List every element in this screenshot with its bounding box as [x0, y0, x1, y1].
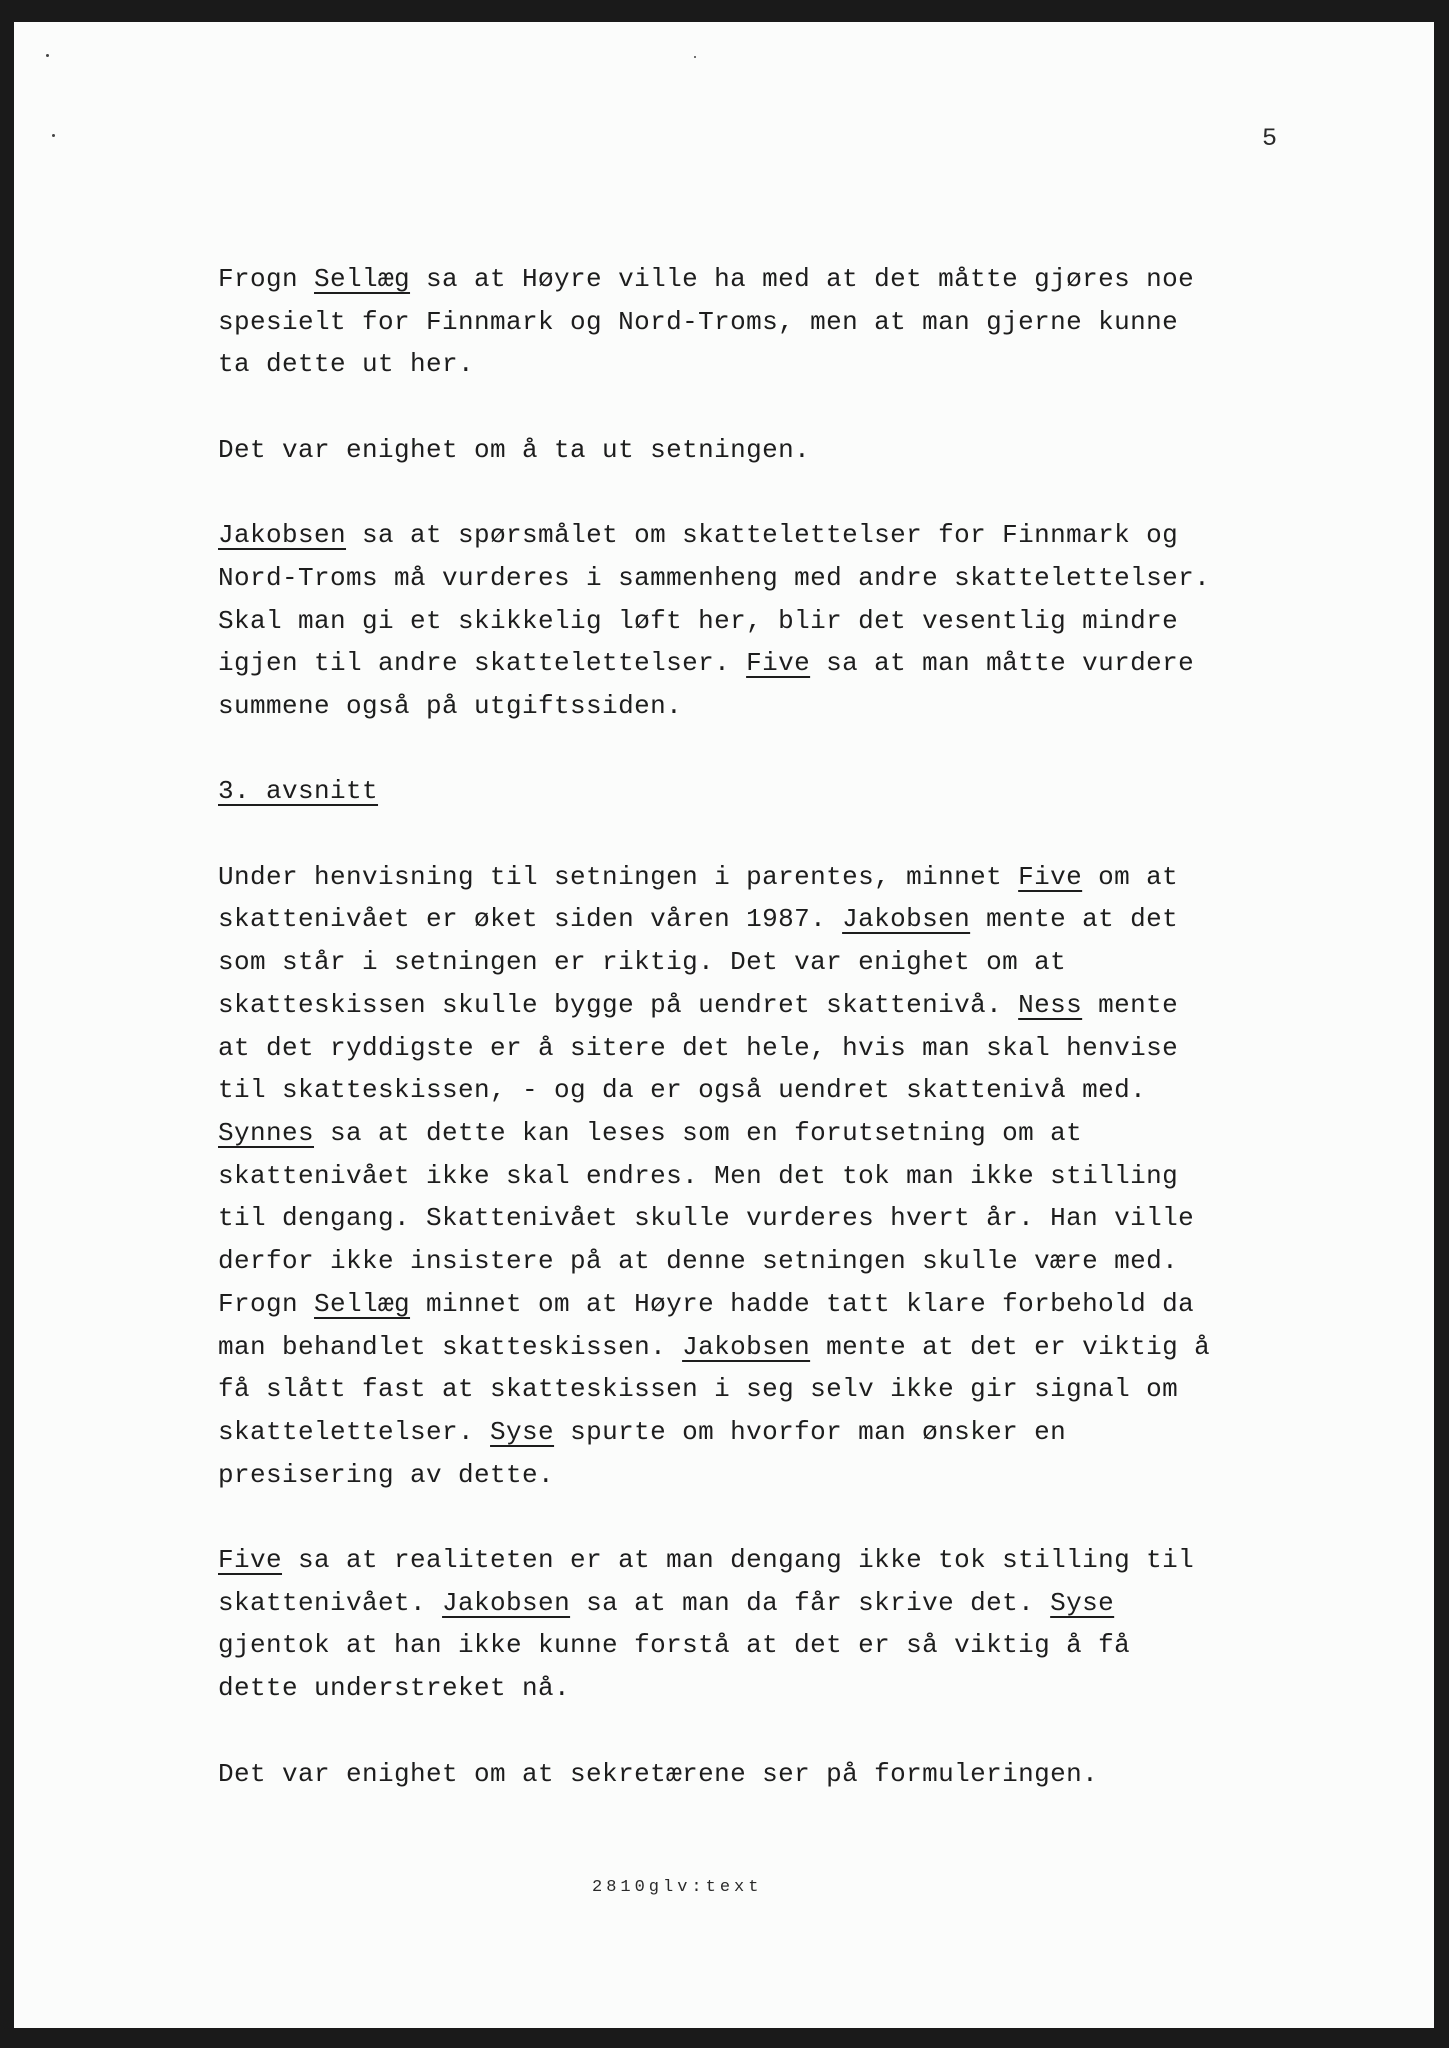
speaker-name: Five — [1018, 861, 1083, 892]
text-line — [218, 1326, 1308, 1369]
text-line: summene også på utgiftssiden. — [218, 691, 683, 721]
speaker-name: Five — [218, 1545, 283, 1576]
scan-speck — [694, 56, 696, 58]
text-run: skattelettelser. — [218, 1416, 491, 1447]
text-run: sa at man måtte vurdere — [810, 648, 1195, 679]
text-line — [218, 1582, 1308, 1625]
text-line: til dengang. Skattenivået skulle vurderes hvert år. Han ville — [218, 1203, 1195, 1234]
text-line: til skatteskissen, - og da er også uendret skattenivå med. — [218, 1075, 1147, 1106]
text-line: ta dette ut her. — [218, 349, 475, 380]
text-line — [218, 1539, 1308, 1582]
text-line — [218, 514, 1308, 557]
text-line — [218, 856, 1308, 899]
text-run: Under henvisning til setningen i parentes, minnet — [218, 861, 1019, 892]
text-line: spesielt for Finnmark og Nord-Troms, men at man gjerne kunne — [218, 306, 1179, 337]
text-line: at det ryddigste er å sitere det hele, hvis man skal henvise — [218, 1032, 1179, 1063]
text-run: sa at dette kan leses som en forutsetning om at — [314, 1118, 1083, 1148]
text-line: gjentok at han ikke kunne forstå at det er så viktig å få — [218, 1630, 1131, 1661]
paragraph — [218, 1539, 1308, 1710]
page-number: 5 — [1262, 124, 1278, 153]
text-run: skattenivået er øket siden våren 1987. — [218, 904, 843, 935]
scan-speck — [46, 54, 49, 57]
section-heading — [218, 770, 1308, 813]
text-line: som står i setningen er riktig. Det var enighet om at — [218, 947, 1067, 978]
text-run: Frogn — [218, 1288, 315, 1319]
paragraph — [218, 514, 1308, 728]
text-run: om at — [1082, 861, 1179, 892]
text-run: man behandlet skatteskissen. — [218, 1331, 683, 1362]
text-line: derfor ikke insistere på at denne setningen skulle være med. — [218, 1246, 1179, 1277]
text-run: skatteskissen skulle bygge på uendret skattenivå. — [218, 989, 1019, 1020]
speaker-name: Jakobsen — [442, 1587, 571, 1618]
text-line — [218, 642, 1308, 685]
text-line — [218, 258, 1308, 301]
paragraph — [218, 1753, 1308, 1796]
text-line: presisering av dette. — [218, 1459, 555, 1490]
section-heading-block — [218, 770, 1308, 813]
text-line: Det var enighet om å ta ut setningen. — [218, 434, 811, 465]
text-line: dette understreket nå. — [218, 1673, 571, 1704]
text-run: spurte om hvorfor man ønsker en — [554, 1416, 1067, 1447]
text-run: minnet om at Høyre hadde tatt klare forbehold da — [410, 1288, 1195, 1319]
speaker-name: Sellæg — [314, 264, 411, 294]
scanner-border-top — [0, 0, 1449, 22]
speaker-name: Jakobsen — [842, 904, 971, 935]
text-run: Frogn — [218, 264, 315, 294]
section-heading-text: 3. avsnitt — [218, 776, 379, 807]
speaker-name: Ness — [1018, 989, 1083, 1020]
text-run: igjen til andre skattelettelser. — [218, 648, 747, 679]
text-run: sa at realiteten er at man dengang ikke tok stilling til — [282, 1545, 1195, 1576]
speaker-name: Five — [746, 648, 811, 679]
speaker-name: Synnes — [218, 1118, 315, 1148]
paragraph — [218, 856, 1308, 1497]
text-line: Nord-Troms må vurderes i sammenheng med andre skattelettelser. — [218, 562, 1211, 593]
footer-code: 2810glv:text — [592, 1878, 763, 1897]
text-run: sa at Høyre ville ha med at det måtte gjøres noe — [410, 264, 1195, 294]
scan-speck — [52, 134, 55, 137]
speaker-name: Jakobsen — [218, 520, 347, 551]
text-run: sa at spørsmålet om skattelettelser for Finnmark og — [346, 520, 1179, 551]
text-line: få slått fast at skatteskissen i seg selv ikke gir signal om — [218, 1374, 1179, 1405]
text-line — [218, 898, 1308, 941]
paragraph — [218, 429, 1308, 472]
speaker-name: Sellæg — [314, 1288, 411, 1319]
speaker-name: Jakobsen — [682, 1331, 811, 1362]
text-run: mente at det er viktig å — [810, 1331, 1211, 1362]
text-run: mente at det — [970, 904, 1179, 935]
scanner-border-bottom — [0, 2028, 1449, 2048]
text-run: skattenivået. — [218, 1587, 443, 1618]
speaker-name: Syse — [1050, 1587, 1115, 1618]
text-run: sa at man da får skrive det. — [570, 1587, 1051, 1618]
text-line — [218, 1112, 1308, 1155]
text-line — [218, 984, 1308, 1027]
text-line — [218, 1283, 1308, 1326]
text-run: mente — [1082, 989, 1179, 1020]
document-body — [218, 258, 1308, 1838]
text-line: Skal man gi et skikkelig løft her, blir det vesentlig mindre — [218, 605, 1179, 636]
text-line: Det var enighet om at sekretærene ser på formuleringen. — [218, 1758, 1099, 1789]
text-line — [218, 1411, 1308, 1454]
speaker-name: Syse — [490, 1416, 555, 1447]
paragraph — [218, 258, 1308, 386]
text-line: skattenivået ikke skal endres. Men det tok man ikke stilling — [218, 1160, 1179, 1191]
